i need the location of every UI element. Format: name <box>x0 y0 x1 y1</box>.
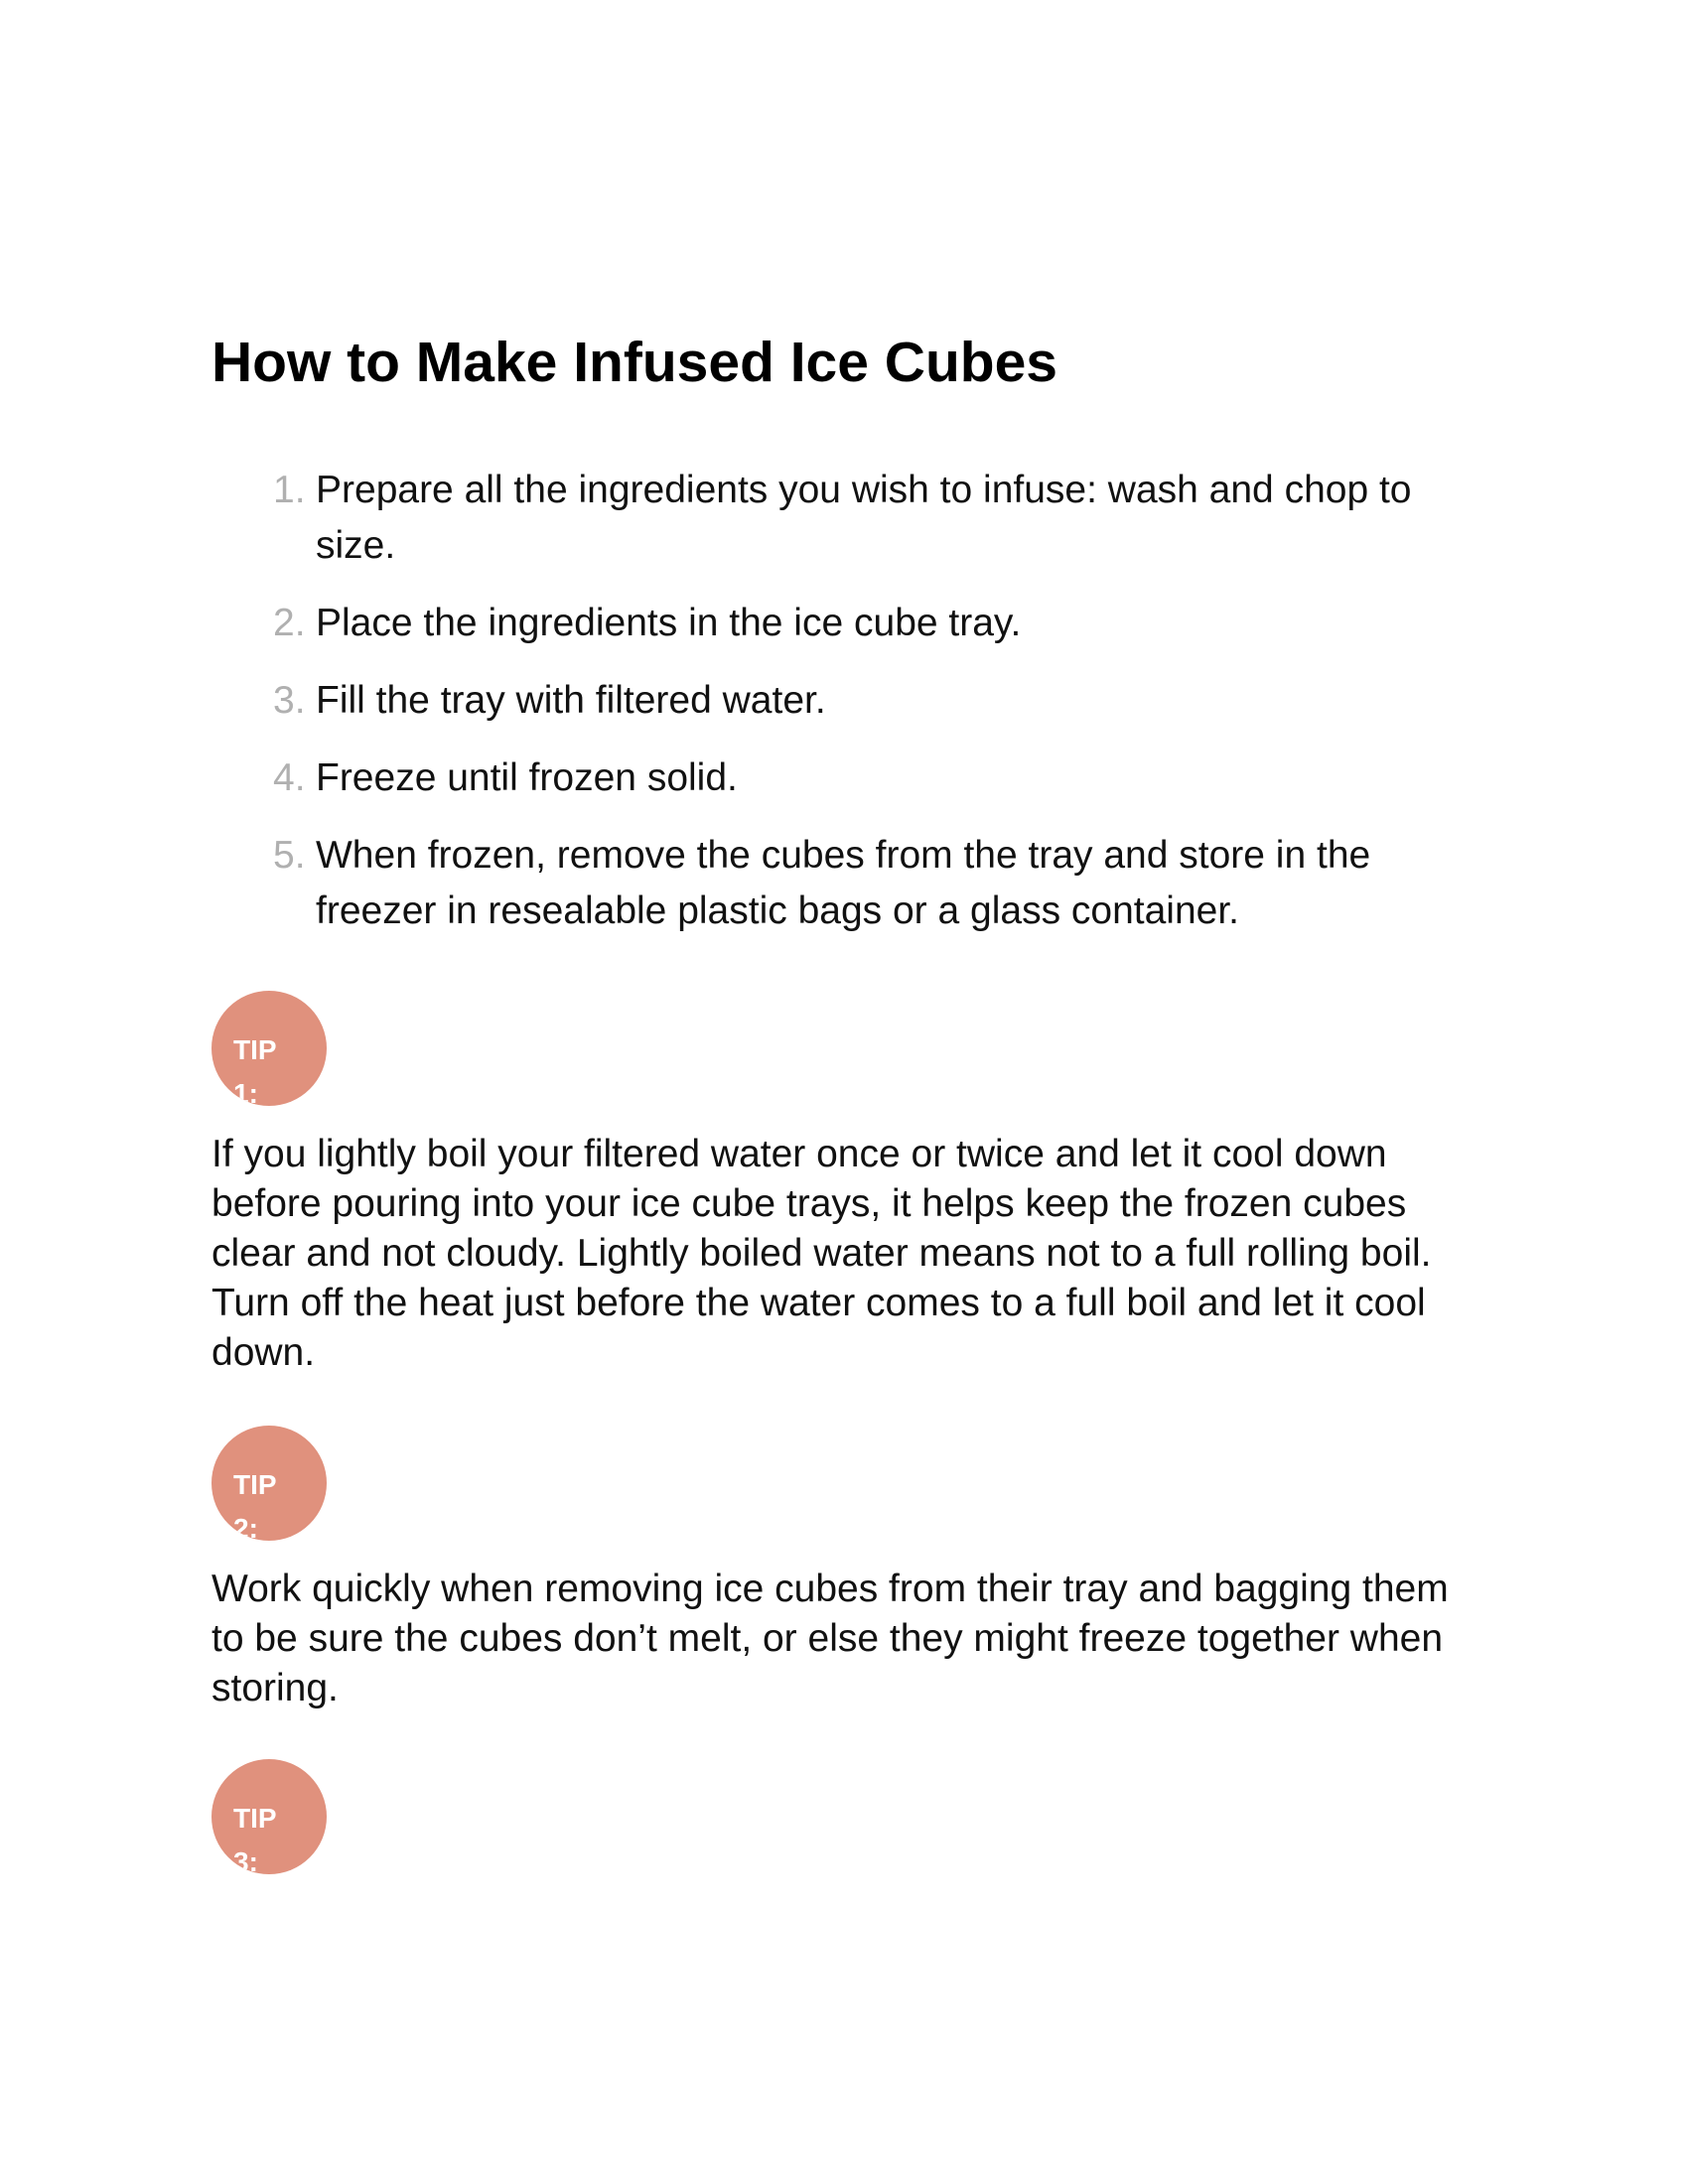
tip-badge-label: TIP 2: <box>233 1469 277 1541</box>
step-number: 4. <box>273 756 306 799</box>
step-text: Fill the tray with filtered water. <box>316 679 826 722</box>
step-number: 2. <box>273 602 306 644</box>
step-text: Freeze until frozen solid. <box>316 756 738 799</box>
step-number: 5. <box>273 834 306 877</box>
tip-text: If you lightly boil your filtered water once or twice and let it cool down before pouring into your ice cube trays, it helps keep the frozen cubes clear and not cloudy. Lightly boiled water means not to a full rolling boil. Turn off the heat just before the water comes to a full boil and let it cool down. <box>211 1133 1432 1374</box>
step-number: 1. <box>273 469 306 511</box>
step-text: Place the ingredients in the ice cube tray. <box>316 602 1022 644</box>
list-item <box>211 463 1482 574</box>
list-item <box>211 673 1482 729</box>
list-item <box>211 828 1482 939</box>
tip-text: Work quickly when removing ice cubes from their tray and bagging them to be sure the cubes don’t melt, or else they might freeze together when storing. <box>211 1568 1449 1709</box>
tip-2 <box>211 1426 1482 1713</box>
tip-badge-label: TIP 1: <box>233 1034 277 1106</box>
document-page <box>211 0 1482 2184</box>
tip-badge <box>211 991 327 1106</box>
tip-1 <box>211 991 1482 1378</box>
tip-badge-label: TIP 3: <box>233 1803 277 1874</box>
tip-badge <box>211 1759 327 1874</box>
page-title: How to Make Infused Ice Cubes <box>211 331 1057 394</box>
list-item <box>211 596 1482 651</box>
list-item <box>211 751 1482 806</box>
step-text: When frozen, remove the cubes from the tray and store in the freezer in resealable plastic bags or a glass container. <box>316 834 1371 932</box>
tip-badge <box>211 1426 327 1541</box>
step-number: 3. <box>273 679 306 722</box>
steps-list <box>211 463 1482 961</box>
step-text: Prepare all the ingredients you wish to infuse: wash and chop to size. <box>316 469 1412 567</box>
tip-3 <box>211 1759 1482 1874</box>
